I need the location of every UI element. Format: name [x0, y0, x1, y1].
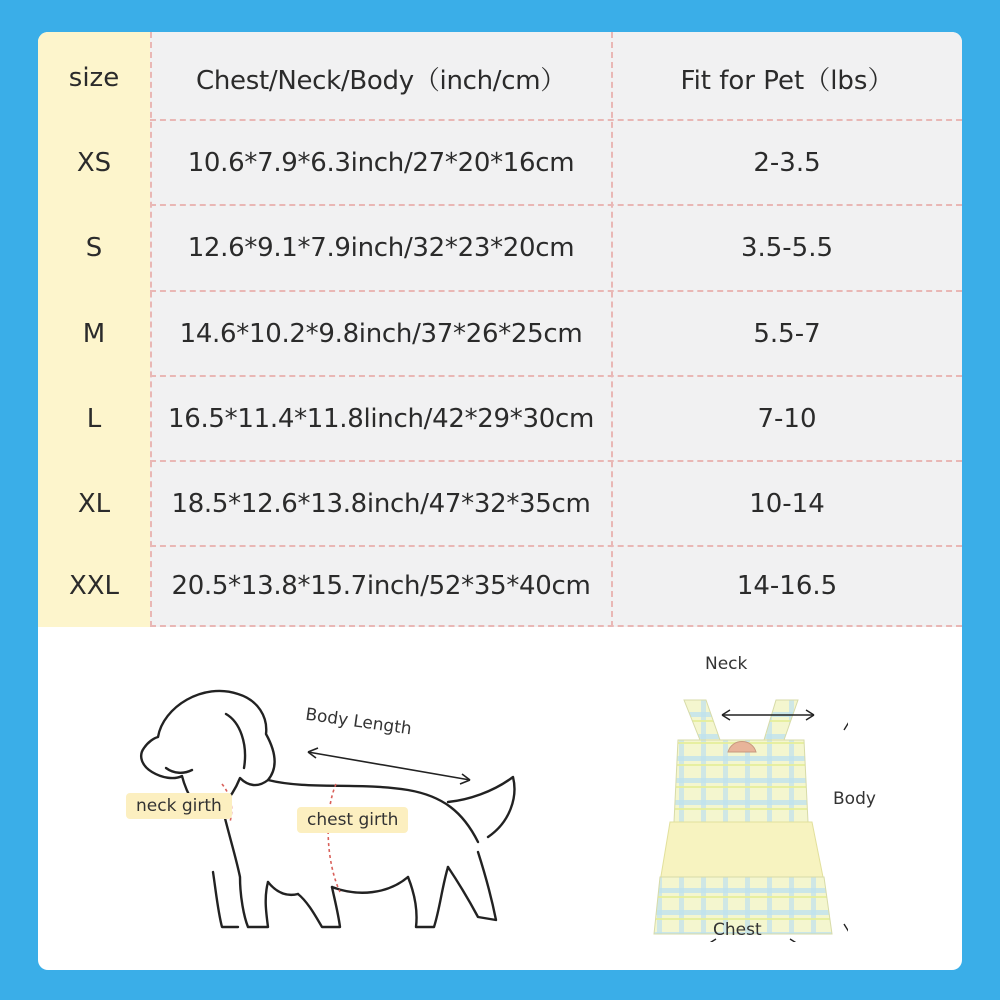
body-length-label: Body Length	[304, 704, 413, 740]
dress-measurement-illustration	[648, 682, 848, 942]
fit-cell: 7-10	[757, 403, 817, 434]
dimensions-cell: 18.5*12.6*13.8inch/47*32*35cm	[171, 488, 591, 519]
fit-cell: 14-16.5	[736, 571, 838, 601]
table-row	[38, 547, 962, 625]
header-size: size	[68, 63, 120, 93]
row-divider	[150, 625, 962, 627]
size-cell: XS	[76, 147, 112, 178]
dress-neck-label: Neck	[705, 654, 748, 674]
table-row	[38, 121, 962, 204]
size-table	[38, 32, 962, 627]
table-row	[38, 206, 962, 290]
dimensions-cell: 20.5*13.8*15.7inch/52*35*40cm	[171, 571, 591, 601]
neck-girth-label: neck girth	[126, 793, 232, 819]
size-chart-card	[38, 32, 962, 970]
fit-cell: 3.5-5.5	[740, 233, 834, 263]
fit-cell: 5.5-7	[753, 318, 821, 349]
dress-body-label: Body	[833, 789, 876, 809]
size-cell: M	[82, 318, 106, 349]
size-cell: L	[86, 403, 102, 434]
header-fit: Fit for Pet（lbs）	[680, 65, 894, 96]
table-row	[38, 292, 962, 375]
dimensions-cell: 16.5*11.4*11.8linch/42*29*30cm	[167, 403, 594, 434]
table-row	[38, 462, 962, 545]
table-header-row	[38, 37, 962, 119]
dimensions-cell: 14.6*10.2*9.8inch/37*26*25cm	[179, 318, 583, 349]
size-cell: XXL	[68, 571, 120, 601]
header-dimensions: Chest/Neck/Body（inch/cm）	[196, 65, 566, 96]
dress-chest-label: Chest	[713, 920, 762, 940]
size-cell: S	[85, 233, 103, 263]
fit-cell: 10-14	[749, 488, 825, 519]
table-row	[38, 377, 962, 460]
size-cell: XL	[77, 488, 111, 519]
dimensions-cell: 10.6*7.9*6.3inch/27*20*16cm	[187, 147, 575, 178]
chest-girth-label: chest girth	[297, 807, 408, 833]
dimensions-cell: 12.6*9.1*7.9inch/32*23*20cm	[187, 233, 575, 263]
fit-cell: 2-3.5	[753, 147, 821, 178]
